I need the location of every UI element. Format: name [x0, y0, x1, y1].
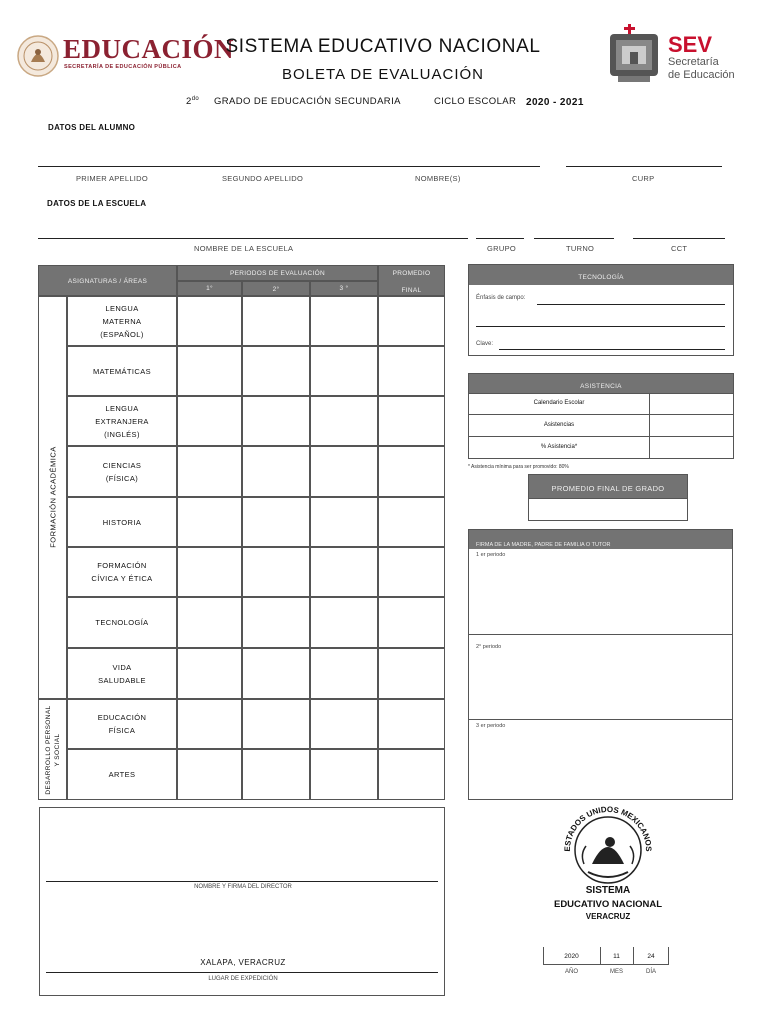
- grade-period-2-cell[interactable]: [242, 396, 310, 446]
- attendance-row-label: Asistencias: [543, 422, 575, 428]
- signatures-box: [468, 529, 733, 800]
- sev-logo: [608, 24, 740, 86]
- issue-date: [543, 947, 669, 981]
- attendance-row-label: Calendario Escolar: [533, 400, 585, 406]
- edu-logo-word: EDUCACIÓN: [63, 34, 235, 64]
- sev-logo-word: SEV: [668, 32, 713, 57]
- issue-place: XALAPA, VERACRUZ: [200, 958, 286, 967]
- subject-name-line: (INGLÉS): [104, 429, 140, 439]
- attendance-row: [469, 436, 733, 458]
- signature-period-2-label: 2° periodo: [476, 644, 502, 650]
- seal-line-2: EDUCATIVO NACIONAL: [553, 899, 663, 910]
- key-line[interactable]: [499, 349, 725, 350]
- subject-name-line: CÍVICA Y ÉTICA: [91, 574, 153, 583]
- grade-period-3-cell[interactable]: [310, 497, 378, 547]
- signatures-header: [469, 530, 732, 549]
- period-1-label: 1°: [206, 285, 213, 292]
- seal-ring-text: ESTADOS UNIDOS MEXICANOS: [562, 806, 654, 852]
- date-month: 11: [613, 953, 620, 960]
- grade-final-cell[interactable]: [378, 346, 445, 396]
- group-academic-label: FORMACIÓN ACADÉMICA: [48, 446, 58, 548]
- final-average-box: [528, 474, 688, 521]
- attendance-note: * Asistencia mínima para ser promovido: 80%: [468, 464, 569, 470]
- final-average-header: [529, 475, 687, 498]
- subject-name-line: (FÍSICA): [105, 473, 139, 483]
- date-year: 2020: [564, 953, 579, 960]
- period-3-label: 3 °: [339, 285, 349, 292]
- grade-period-2-cell[interactable]: [242, 749, 310, 800]
- cct-label: CCT: [671, 244, 688, 253]
- grade-period-1-cell[interactable]: [177, 749, 242, 800]
- grade-period-1-cell[interactable]: [177, 547, 242, 597]
- seal-line-1: SISTEMA: [585, 885, 631, 896]
- subject-name-line: MATEMÁTICAS: [92, 366, 151, 376]
- grade-final-cell[interactable]: [378, 446, 445, 497]
- grade-period-2-cell[interactable]: [242, 648, 310, 699]
- cycle-label: CICLO ESCOLAR: [434, 96, 517, 107]
- subject-name-line: EDUCACIÓN: [97, 713, 147, 722]
- key-label: Clave:: [476, 341, 494, 347]
- subject-name: [67, 497, 177, 547]
- final-average-value[interactable]: [529, 498, 687, 520]
- grade-period-3-cell[interactable]: [310, 396, 378, 446]
- grades-table: [38, 265, 445, 800]
- grade-period-3-cell[interactable]: [310, 648, 378, 699]
- attendance-row-label: % Asistencia*: [540, 444, 578, 450]
- grade-period-1-cell[interactable]: [177, 396, 242, 446]
- technology-header: [469, 265, 733, 285]
- sev-logo-line1: Secretaría: [668, 56, 719, 68]
- cct-line: [633, 238, 725, 239]
- school-name-line: [38, 238, 468, 239]
- sep-logo: [16, 34, 235, 78]
- subject-name-line: HISTORIA: [102, 517, 142, 527]
- school-section-label: DATOS DE LA ESCUELA: [47, 199, 147, 208]
- grade-final-cell[interactable]: [378, 547, 445, 597]
- subject-name: [67, 346, 177, 396]
- signature-period-3[interactable]: [469, 719, 732, 799]
- subject-name: [67, 699, 177, 749]
- subject-name-line: LENGUA: [105, 403, 139, 413]
- signature-period-1-label: 1 er periodo: [476, 552, 506, 558]
- grade-period-2-cell[interactable]: [242, 296, 310, 346]
- grade-period-1-cell[interactable]: [177, 497, 242, 547]
- curp-line: [566, 166, 722, 167]
- grade-period-3-cell[interactable]: [310, 547, 378, 597]
- field-line[interactable]: [537, 304, 725, 305]
- subject-name-line: SALUDABLE: [98, 675, 146, 685]
- grade-period-3-cell[interactable]: [310, 699, 378, 749]
- subject-name: [67, 446, 177, 497]
- subject-name: [67, 749, 177, 800]
- attendance-row-value[interactable]: [649, 415, 733, 437]
- grade-period-3-cell[interactable]: [310, 296, 378, 346]
- field-label: Énfasis de campo:: [476, 295, 526, 301]
- field-line-2[interactable]: [476, 326, 725, 327]
- subject-name-line: EXTRANJERA: [95, 416, 149, 426]
- grade-period-3-cell[interactable]: [310, 597, 378, 648]
- subject-name-line: LENGUA: [105, 303, 139, 313]
- grade-period-1-cell[interactable]: [177, 346, 242, 396]
- group-personal-label: [44, 705, 62, 795]
- director-box: [39, 807, 445, 996]
- group-line: [476, 238, 524, 239]
- grade-final-cell[interactable]: [378, 497, 445, 547]
- signature-period-2[interactable]: [469, 634, 732, 719]
- school-name-label: NOMBRE DE LA ESCUELA: [194, 244, 294, 253]
- subject-name-line: CIENCIAS: [102, 460, 142, 470]
- grade-number: 2: [186, 96, 192, 108]
- edu-logo-sub: SECRETARÍA DE EDUCACIÓN PÚBLICA: [64, 64, 182, 70]
- curp-label: CURP: [632, 174, 655, 183]
- page-title: SISTEMA EDUCATIVO NACIONAL: [225, 36, 541, 57]
- shift-label: TURNO: [566, 244, 595, 253]
- grade-final-cell[interactable]: [378, 296, 445, 346]
- grade-final-cell[interactable]: [378, 749, 445, 800]
- grade-period-2-cell[interactable]: [242, 446, 310, 497]
- group-personal-text: DESARROLLO PERSONAL Y SOCIAL: [45, 705, 61, 795]
- date-day-label: DÍA: [645, 969, 656, 975]
- subject-name-line: ARTES: [108, 770, 136, 779]
- subject-name: [67, 396, 177, 446]
- grade-period-1-cell[interactable]: [177, 648, 242, 699]
- subject-name-line: FÍSICA: [108, 726, 136, 735]
- grade-period-2-cell[interactable]: [242, 699, 310, 749]
- grade-line: [186, 96, 606, 110]
- grade-period-2-cell[interactable]: [242, 597, 310, 648]
- attendance-row-value[interactable]: [649, 394, 733, 415]
- subject-name: [67, 296, 177, 346]
- grade-period-1-cell[interactable]: [177, 699, 242, 749]
- student-name-line: [38, 166, 540, 167]
- grade-text: GRADO DE EDUCACIÓN SECUNDARIA: [214, 96, 401, 107]
- period-2-label: 2°: [272, 286, 280, 293]
- eagle-emblem-icon: [16, 34, 60, 78]
- grade-period-1-cell[interactable]: [177, 597, 242, 648]
- signature-period-1[interactable]: [469, 549, 732, 634]
- attendance-row-value[interactable]: [649, 437, 733, 459]
- subject-name-line: MATERNA: [102, 316, 142, 326]
- average-header-2: FINAL: [401, 287, 422, 294]
- grade-period-1-cell[interactable]: [177, 296, 242, 346]
- cycle-value: 2020 - 2021: [526, 97, 584, 108]
- grade-final-cell[interactable]: [378, 396, 445, 446]
- director-sign-label: NOMBRE Y FIRMA DEL DIRECTOR: [194, 884, 292, 890]
- attendance-header-text: ASISTENCIA: [580, 383, 622, 390]
- grade-final-cell[interactable]: [378, 699, 445, 749]
- subject-name: [67, 547, 177, 597]
- subject-name: [67, 648, 177, 699]
- final-average-header-text: PROMEDIO FINAL DE GRADO: [551, 484, 665, 493]
- first-surname-label: PRIMER APELLIDO: [76, 174, 149, 183]
- director-signature-line[interactable]: [46, 881, 438, 882]
- sev-logo-line2: de Educación: [668, 69, 735, 81]
- shift-line: [534, 238, 614, 239]
- date-year-label: AÑO: [564, 969, 578, 975]
- student-section-label: DATOS DEL ALUMNO: [48, 123, 136, 132]
- date-day: 24: [647, 953, 655, 960]
- mexico-coat-of-arms-icon: [540, 806, 676, 886]
- grade-period-1-cell[interactable]: [177, 446, 242, 497]
- grade-superscript: do: [191, 96, 200, 102]
- attendance-header: [469, 374, 733, 393]
- attendance-row: [469, 393, 733, 414]
- group-label: GRUPO: [487, 244, 517, 253]
- grade-period-3-cell[interactable]: [310, 346, 378, 396]
- subject-name: [67, 597, 177, 648]
- subject-name-line: TECNOLOGÍA: [95, 618, 149, 627]
- attendance-table: [468, 373, 734, 459]
- subjects-header: ASIGNATURAS / ÁREAS: [67, 278, 148, 285]
- attendance-row: [469, 414, 733, 436]
- second-surname-label: SEGUNDO APELLIDO: [222, 174, 304, 183]
- grade-period-3-cell[interactable]: [310, 446, 378, 497]
- official-seal: [540, 806, 676, 924]
- subject-name-line: VIDA: [112, 662, 132, 672]
- issue-place-line: [46, 972, 438, 973]
- grade-period-2-cell[interactable]: [242, 497, 310, 547]
- veracruz-shield-icon: [608, 24, 660, 86]
- names-label: NOMBRE(S): [415, 174, 461, 183]
- average-header-1: PROMEDIO: [392, 270, 431, 277]
- subject-name-line: (ESPAÑOL): [100, 329, 144, 339]
- page-subtitle: BOLETA DE EVALUACIÓN: [282, 66, 484, 83]
- periods-header: PERIODOS DE EVALUACIÓN: [230, 270, 325, 277]
- grade-final-cell[interactable]: [378, 597, 445, 648]
- technology-header-text: TECNOLOGÍA: [578, 274, 624, 281]
- grade-period-2-cell[interactable]: [242, 547, 310, 597]
- grade-final-cell[interactable]: [378, 648, 445, 699]
- subject-name-line: FORMACIÓN: [97, 561, 147, 570]
- seal-line-3: VERACRUZ: [585, 912, 631, 921]
- grade-period-3-cell[interactable]: [310, 749, 378, 800]
- signature-period-3-label: 3 er periodo: [476, 723, 506, 729]
- technology-box: [468, 264, 734, 356]
- issue-place-label: LUGAR DE EXPEDICIÓN: [208, 976, 278, 982]
- signatures-header-text: FIRMA DE LA MADRE, PADRE DE FAMILIA O TUTOR: [476, 542, 611, 548]
- date-month-label: MES: [609, 969, 623, 975]
- grade-period-2-cell[interactable]: [242, 346, 310, 396]
